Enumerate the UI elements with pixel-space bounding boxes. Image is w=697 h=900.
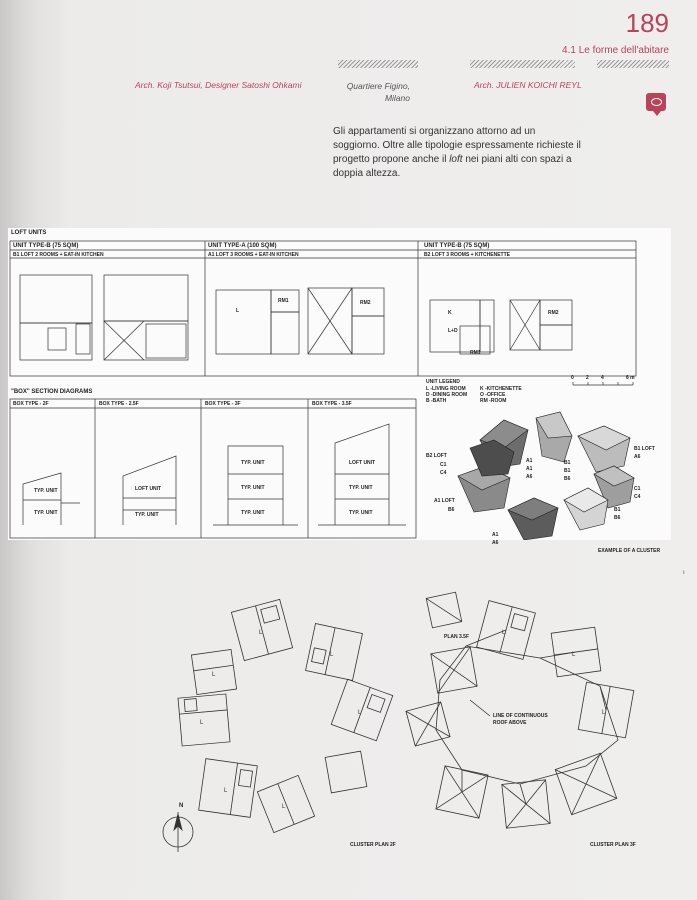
- svg-text:L: L: [502, 630, 506, 636]
- unit-b-title: UNIT TYPE-B (75 SQM): [13, 243, 79, 249]
- hatch-rule-3: [597, 60, 669, 68]
- hatch-rule-2: [470, 60, 575, 68]
- svg-text:L: L: [200, 720, 204, 726]
- unit-b-sub: B1 LOFT 2 ROOMS + EAT-IN KITCHEN: [13, 252, 104, 258]
- box-type-35f: BOX TYPE - 3.5F: [312, 401, 352, 407]
- svg-text:L: L: [602, 710, 606, 716]
- roof-note-1: LINE OF CONTINUOUS: [493, 713, 548, 719]
- legend-item: RM -ROOM: [480, 398, 507, 404]
- room-label: RM1: [470, 350, 481, 356]
- typ-unit-label: TYP. UNIT: [34, 510, 58, 516]
- cluster-label: B6: [448, 507, 455, 513]
- cluster-label: C4: [634, 494, 641, 500]
- cluster-plans: [0, 580, 697, 880]
- cluster-label: C1: [634, 486, 641, 492]
- scale-tick: 0: [571, 375, 574, 381]
- page-number: 189: [625, 8, 669, 38]
- scale-tick: 2: [586, 375, 589, 381]
- svg-text:L: L: [212, 672, 216, 678]
- legend-item: O -OFFICE: [480, 392, 506, 398]
- cluster-label: B2 LOFT: [426, 453, 447, 459]
- drawing-sheet: [8, 228, 671, 546]
- eye-icon: [646, 93, 666, 111]
- legend-item: L -LIVING ROOM: [426, 386, 466, 392]
- credit-architect-right: Arch. JULIEN KOICHI REYL: [474, 80, 582, 90]
- cluster-label: B6: [614, 515, 621, 521]
- svg-text:L: L: [224, 788, 228, 794]
- box-section-title: "BOX" SECTION DIAGRAMS: [11, 389, 93, 395]
- loft-unit-label: LOFT UNIT: [135, 486, 162, 492]
- cluster-label: B1 LOFT: [634, 446, 655, 452]
- typ-unit-label: TYP. UNIT: [34, 488, 58, 494]
- cluster-plan-3f-label: CLUSTER PLAN 3F: [590, 842, 636, 848]
- cluster-plan-2f-label: CLUSTER PLAN 2F: [350, 842, 396, 848]
- room-label: RM1: [278, 298, 289, 304]
- intro-italic: loft: [449, 154, 463, 165]
- svg-text:L: L: [330, 652, 334, 658]
- cluster-label: B1: [614, 507, 621, 513]
- legend-title: UNIT LEGEND: [426, 379, 460, 385]
- intro-paragraph: [333, 125, 583, 181]
- unit-b2-title: UNIT TYPE-B (75 SQM): [424, 243, 490, 249]
- credit-architects: Arch. Koji Tsutsui, Designer Satoshi Ohkami: [135, 80, 302, 90]
- svg-text:L: L: [358, 710, 362, 716]
- room-label: L+D: [448, 328, 458, 334]
- svg-text:L: L: [259, 630, 263, 636]
- cluster-label: A6: [492, 540, 499, 546]
- box-type-25f: BOX TYPE - 2.5F: [99, 401, 139, 407]
- cluster-label: B1: [564, 460, 571, 466]
- cluster-label: A1: [526, 466, 533, 472]
- cluster-label: A1: [526, 458, 533, 464]
- unit-a-sub: A1 LOFT 3 ROOMS + EAT-IN KITCHEN: [208, 252, 299, 258]
- svg-text:L: L: [572, 652, 576, 658]
- legend-item: B -BATH: [426, 398, 447, 404]
- cluster-label: B1: [564, 468, 571, 474]
- roof-note-2: ROOF ABOVE: [493, 720, 527, 726]
- intro-text-1: Gli appartamenti si organizzano attorno ad un soggiorno. Oltre alle tipologie espressamente richieste il progetto propone anche il: [333, 126, 581, 165]
- cluster-label: A6: [526, 474, 533, 480]
- room-label: K: [448, 310, 452, 316]
- room-label: RM2: [548, 310, 559, 316]
- typ-unit-label: TYP. UNIT: [241, 460, 265, 466]
- loft-unit-label: LOFT UNIT: [349, 460, 376, 466]
- room-label: L: [236, 308, 240, 314]
- hatch-rule-1: [338, 60, 418, 68]
- cluster-label: A1: [492, 532, 499, 538]
- legend-item: K -KITCHENETTE: [480, 386, 522, 392]
- margin-mark: ı: [683, 570, 685, 576]
- plan-35f-label: PLAN 3.5F: [444, 634, 470, 640]
- credit-location: [340, 80, 410, 104]
- cluster-label: C1: [440, 462, 447, 468]
- cluster-label: C4: [440, 470, 447, 476]
- typ-unit-label: TYP. UNIT: [349, 510, 373, 516]
- svg-text:L: L: [282, 804, 286, 810]
- chapter-title: 4.1 Le forme dell'abitare: [562, 45, 669, 56]
- north-label: N: [179, 803, 184, 809]
- box-type-3f: BOX TYPE - 3F: [205, 401, 241, 407]
- cluster-label: A6: [634, 454, 641, 460]
- typ-unit-label: TYP. UNIT: [241, 510, 265, 516]
- unit-b2-sub: B2 LOFT 3 ROOMS + KITCHENETTE: [424, 252, 510, 258]
- cluster-label: A1 LOFT: [434, 498, 455, 504]
- location-line1: Quartiere Figino,: [346, 81, 410, 91]
- box-type-2f: BOX TYPE - 2F: [13, 401, 49, 407]
- typ-unit-label: TYP. UNIT: [135, 512, 159, 518]
- typ-unit-label: TYP. UNIT: [241, 485, 265, 491]
- drawing-lines: [8, 228, 671, 540]
- location-line2: Milano: [384, 93, 410, 103]
- scale-tick: 4: [601, 375, 604, 381]
- typ-unit-label: TYP. UNIT: [349, 485, 373, 491]
- intro-text-2: nei piani alti con spazi a doppia altezza.: [333, 154, 572, 179]
- legend-item: D -DINING ROOM: [426, 392, 468, 398]
- example-caption: EXAMPLE OF A CLUSTER: [598, 548, 661, 554]
- cluster-label: B6: [564, 476, 571, 482]
- room-label: RM2: [360, 300, 371, 306]
- unit-a-title: UNIT TYPE-A (100 SQM): [208, 243, 277, 249]
- scale-tick: 6 m: [626, 375, 635, 381]
- loft-units-title: LOFT UNITS: [11, 230, 47, 236]
